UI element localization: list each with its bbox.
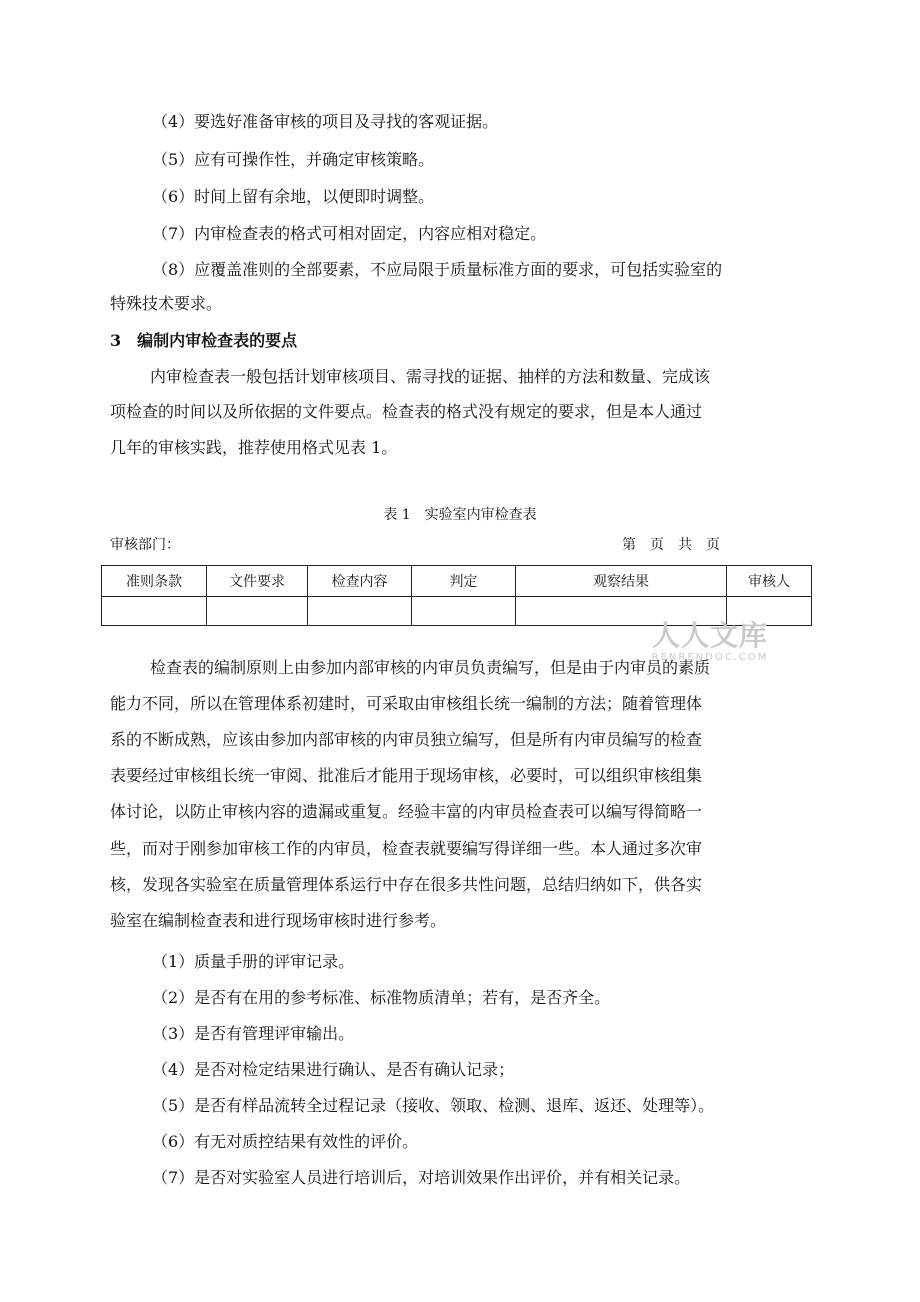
paragraph-line: 检查表的编制原则上由参加内部审核的内审员负责编写，但是由于内审员的素质 <box>150 658 711 677</box>
list-item-8-line1: （8）应覆盖准则的全部要素，不应局限于质量标准方面的要求，可包括实验室的 <box>152 260 723 279</box>
section-paragraph-line: 几年的审核实践，推荐使用格式见表 1。 <box>110 438 398 457</box>
list-item: （2）是否有在用的参考标准、标准物质清单；若有，是否齐全。 <box>152 988 611 1007</box>
paragraph-line: 验室在编制检查表和进行现场审核时进行参考。 <box>110 911 447 930</box>
page-count-label: 第 页 共 页 <box>622 537 720 553</box>
list-item: （4）是否对检定结果进行确认、是否有确认记录； <box>152 1060 515 1079</box>
section-paragraph-line: 内审检查表一般包括计划审核项目、需寻找的证据、抽样的方法和数量、完成该 <box>150 367 711 386</box>
paragraph-line: 系的不断成熟，应该由参加内部审核的内审员独立编写，但是所有内审员编写的检查 <box>110 730 703 749</box>
table-header-cell: 判定 <box>412 566 516 597</box>
table-cell <box>102 597 207 626</box>
audit-department-label: 审核部门： <box>110 537 180 553</box>
table-header-row <box>102 566 812 597</box>
table-header-cell: 文件要求 <box>207 566 308 597</box>
table-header-cell: 准则条款 <box>102 566 207 597</box>
table-header-cell: 检查内容 <box>308 566 412 597</box>
list-item: （1）质量手册的评审记录。 <box>152 952 355 971</box>
paragraph-line: 表要经过审核组长统一审阅、批准后才能用于现场审核，必要时，可以组织审核组集 <box>110 766 703 785</box>
list-item: （7）是否对实验室人员进行培训后，对培训效果作出评价，并有相关记录。 <box>152 1168 691 1187</box>
section-paragraph-line: 项检查的时间以及所依据的文件要点。检查表的格式没有规定的要求，但是本人通过 <box>110 402 703 421</box>
table-cell <box>308 597 412 626</box>
table-header-cell: 观察结果 <box>516 566 727 597</box>
list-item: （5）是否有样品流转全过程记录（接收、领取、检测、退库、返还、处理等）。 <box>152 1096 715 1115</box>
paragraph-line: 些，而对于刚参加审核工作的内审员，检查表就要编写得详细一些。本人通过多次审 <box>110 839 703 858</box>
section-heading: 3 编制内审检查表的要点 <box>110 331 298 350</box>
list-item-4: （4）要选好准备审核的项目及寻找的客观证据。 <box>152 112 499 131</box>
table-header-cell: 审核人 <box>727 566 812 597</box>
paragraph-line: 体讨论，以防止审核内容的遗漏或重复。经验丰富的内审员检查表可以编写得简略一 <box>110 802 703 821</box>
paragraph-line: 核，发现各实验室在质量管理体系运行中存在很多共性问题，总结归纳如下，供各实 <box>110 875 703 894</box>
watermark-text: 人人文库 <box>651 619 768 652</box>
watermark-subtext: RENRENDOC.COM <box>651 652 769 663</box>
paragraph-line: 能力不同，所以在管理体系初建时，可采取由审核组长统一编制的方法；随着管理体 <box>110 694 703 713</box>
list-item: （3）是否有管理评审输出。 <box>152 1024 355 1043</box>
list-item: （6）有无对质控结果有效性的评价。 <box>152 1132 419 1151</box>
list-item-5: （5）应有可操作性，并确定审核策略。 <box>152 150 435 169</box>
list-item-8-line2: 特殊技术要求。 <box>110 294 223 313</box>
table-cell <box>207 597 308 626</box>
list-item-6: （6）时间上留有余地，以便即时调整。 <box>152 187 435 206</box>
checklist-table <box>101 565 812 626</box>
list-item-7: （7）内审检查表的格式可相对固定，内容应相对稳定。 <box>152 224 547 243</box>
table-caption: 表 1 实验室内审检查表 <box>383 507 537 523</box>
table-cell <box>412 597 516 626</box>
